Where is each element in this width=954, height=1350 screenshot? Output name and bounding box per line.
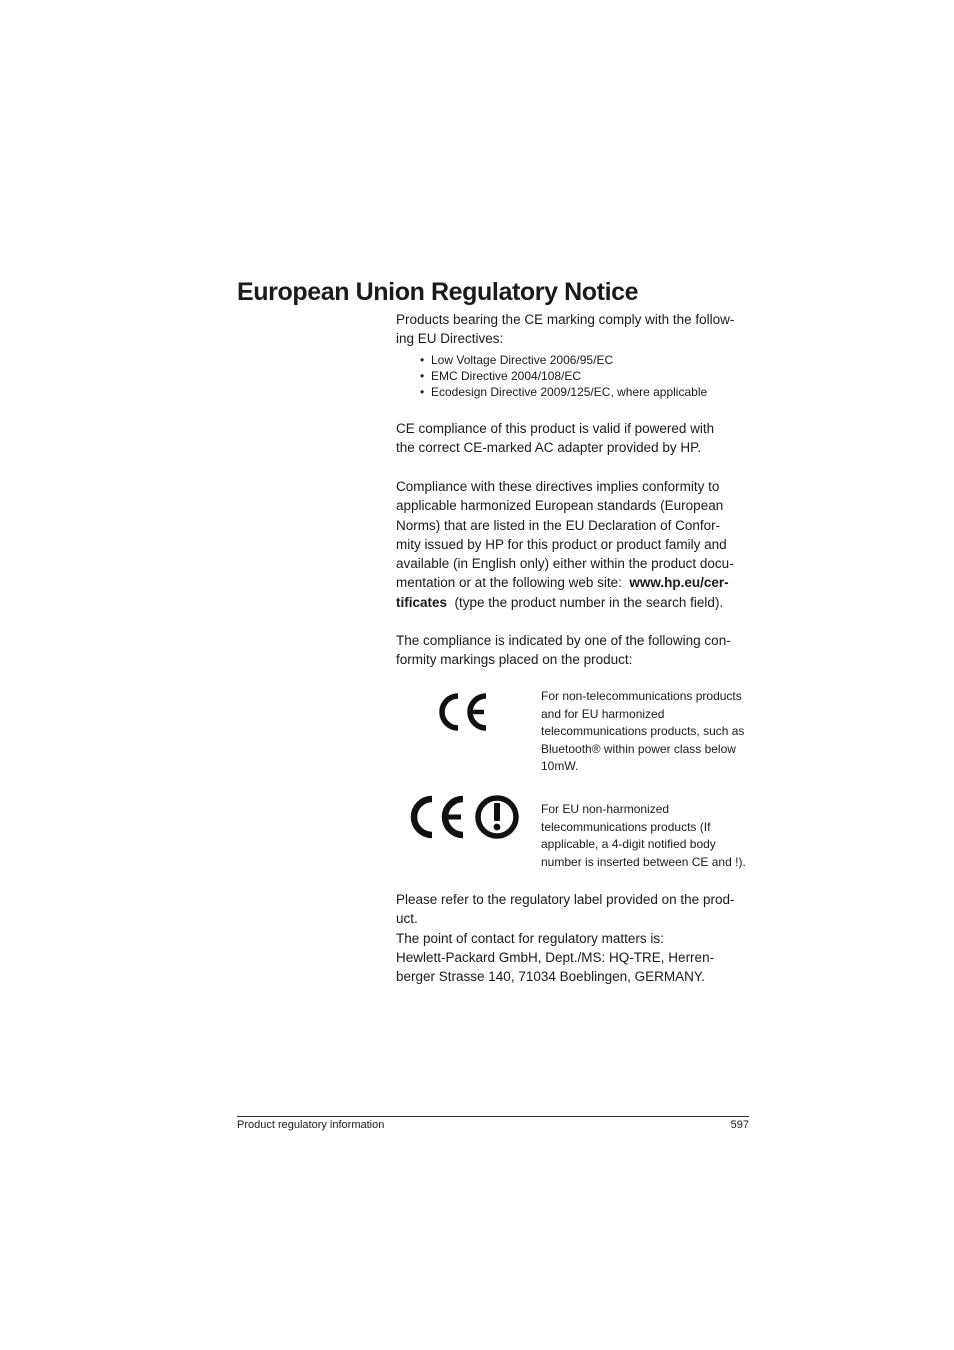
intro-line: Products bearing the CE marking comply with the follow- [396,312,735,327]
footer-section-title: Product regulatory information [237,1119,385,1131]
closing-paragraph [396,890,756,986]
adapter-note-line: the correct CE-marked AC adapter provided by HP. [396,440,702,456]
directive-item: • Low Voltage Directive 2006/95/EC [420,352,707,368]
conformity-line: Compliance with these directives implies conformity to [396,479,720,494]
closing-line: The point of contact for regulatory matters is: [396,930,664,946]
ce-mark-icon [438,692,492,732]
intro-line: ing EU Directives: [396,331,504,347]
intro-paragraph [396,310,756,349]
closing-line: berger Strasse 140, 71034 Boeblingen, GERMANY. [396,969,705,985]
conformity-line: Norms) that are listed in the EU Declaration of Confor- [396,517,721,533]
directive-item: • Ecodesign Directive 2009/125/EC, where applicable [420,384,707,400]
marking-line: telecommunications products (If [541,819,711,834]
directive-item: • EMC Directive 2004/108/EC [420,368,707,384]
markings-intro-line: formity markings placed on the product: [396,652,633,668]
conformity-after-url: (type the product number in the search field). [454,594,724,610]
conformity-url-line [396,573,756,592]
marking-line: 10mW. [541,759,579,774]
certificates-url-part2[interactable]: tificates [396,594,448,610]
page-title: European Union Regulatory Notice [237,278,639,306]
marking-line: and for EU harmonized [541,706,665,721]
markings-intro-paragraph [396,631,756,670]
conformity-line: mity issued by HP for this product or product family and [396,536,727,552]
marking-description [541,688,761,776]
closing-line: uct. [396,911,418,927]
marking-line: For EU non-harmonized [541,802,670,816]
ce-alert-mark-icon [409,792,521,842]
marking-line: telecommunications products, such as [541,724,745,739]
directives-list [420,352,707,401]
conformity-line: mentation or at the following web site: [396,575,622,591]
marking-line: Bluetooth® within power class below [541,741,736,756]
marking-line: number is inserted between CE and !). [541,854,746,869]
page-number: 597 [730,1119,749,1131]
marking-line: For non-telecommunications products [541,689,742,703]
marking-description [541,801,761,871]
closing-line: Please refer to the regulatory label provided on the prod- [396,892,735,907]
marking-line: applicable, a 4-digit notified body [541,837,716,852]
adapter-note-line: CE compliance of this product is valid if powered with [396,421,715,436]
conformity-line: available (in English only) either within the product docu- [396,556,734,572]
certificates-url-part1[interactable]: www.hp.eu/cer- [629,575,729,591]
closing-line: Hewlett-Packard GmbH, Dept./MS: HQ-TRE, Herren- [396,949,715,965]
conformity-url-line-2 [396,593,756,612]
adapter-note-paragraph [396,419,756,458]
conformity-paragraph [396,477,756,612]
markings-intro-line: The compliance is indicated by one of the following con- [396,633,731,648]
conformity-line: applicable harmonized European standards (European [396,498,724,514]
